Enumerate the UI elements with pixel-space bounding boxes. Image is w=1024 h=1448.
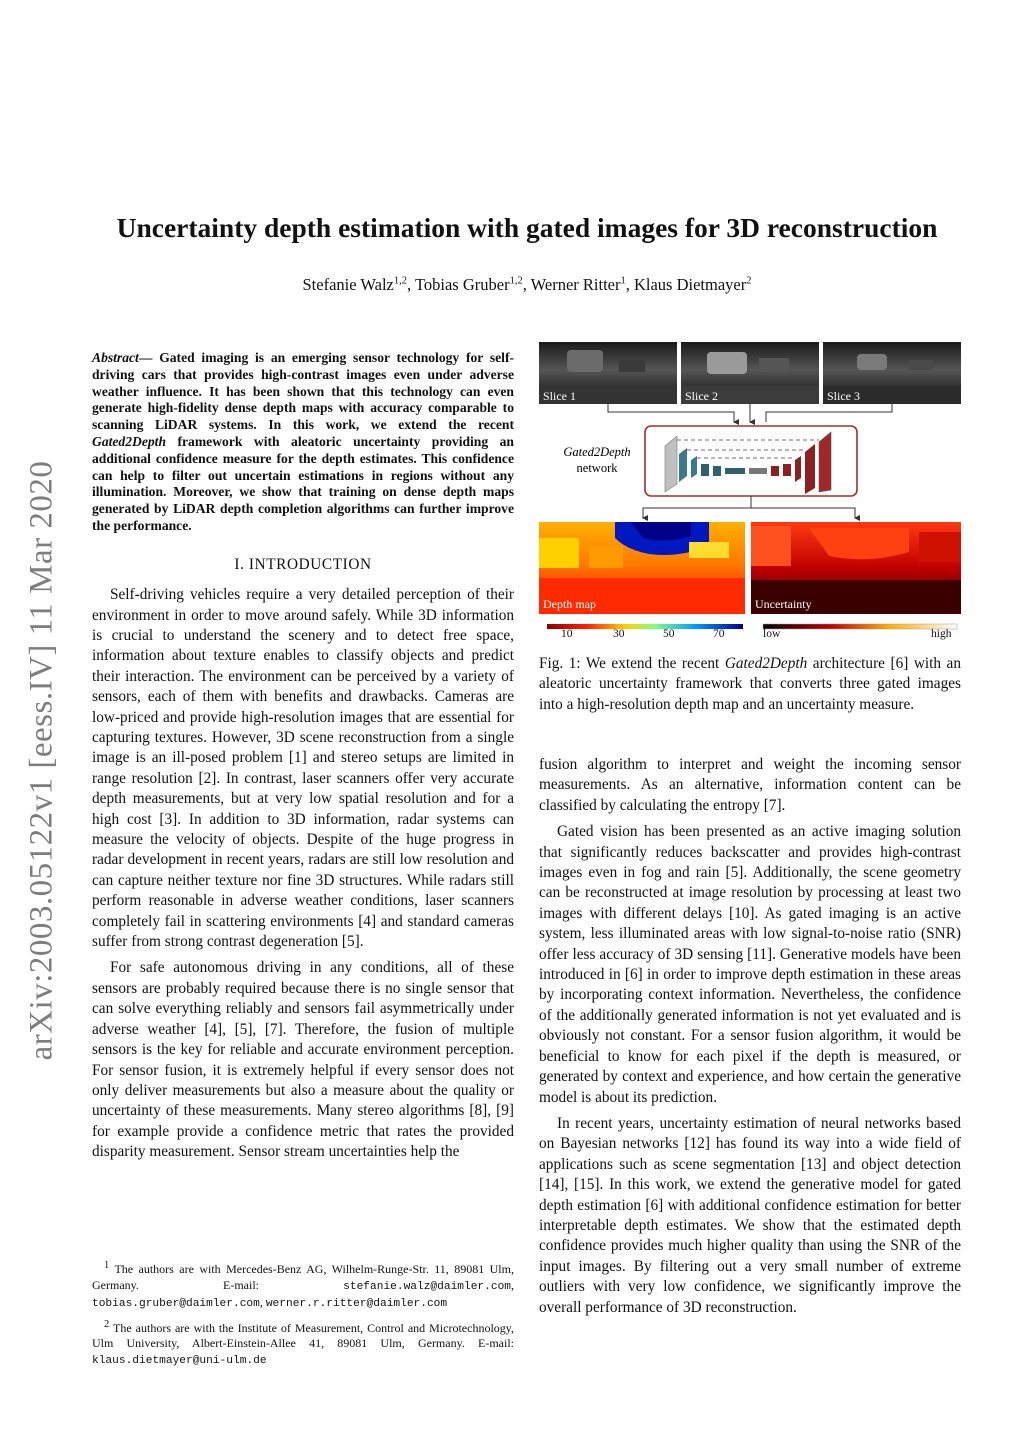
paper-title: Uncertainty depth estimation with gated images for 3D reconstruction <box>116 212 938 243</box>
slice-label-2: Slice 2 <box>685 389 718 403</box>
uncertainty-label: Uncertainty <box>755 597 812 611</box>
left-column <box>92 350 514 1169</box>
output-connectors <box>643 496 855 518</box>
figure-diagram <box>539 342 961 642</box>
abstract: Abstract— Gated imaging is an emerging sensor technology for self-driving cars that provides high-contrast images even under adverse weather influence. It has been shown that this technology can even generate high-fidelity dense depth maps with accuracy comparable to scanning LiDAR systems. In this work, we extend the recent Gated2Depth framework with aleatoric uncertainty providing an additional confidence measure for the depth estimates. This confidence can help to filter out uncertain estimations in regions without any illumination. Moreover, we show that training on dense depth maps generated by LiDAR depth completion algorithms can further improve the performance. <box>92 350 514 533</box>
slice-connectors <box>608 404 892 422</box>
email-link[interactable]: stefanie.walz@daimler.com <box>343 1280 511 1293</box>
figure-caption: Fig. 1: We extend the recent Gated2Depth architecture [6] with an aleatoric uncertainty framework that converts three gated images into a high-resolution depth map and an uncertainty measure. <box>539 655 961 713</box>
slice-label-3: Slice 3 <box>827 389 860 403</box>
depth-tick: 30 <box>613 628 625 640</box>
author: Stefanie Walz$^{1,2}$, <box>302 275 415 294</box>
depth-tick: 50 <box>663 628 675 640</box>
author-list <box>60 275 994 295</box>
arxiv-stamp <box>12 440 72 1080</box>
email-link[interactable]: tobias.gruber@daimler.com <box>92 1298 260 1310</box>
depth-map-label: Depth map <box>543 597 596 611</box>
footnote-1: $^1$ The authors are with Mercedes-Benz AG, Wilhelm-Runge-Str. 11, 89081 Ulm, Germany. E-mail: stefanie.walz@daimler.com, tobias.gruber@daimler.com, werner.r.ritter@daimler.com <box>92 1260 514 1310</box>
paragraph: fusion algorithm to interpret and weight the incoming sensor measurements. As an alternative, information content can be classified by calculating the entropy [7]. <box>539 756 961 814</box>
arxiv-stamp-text: arXiv:2003.05122v1 [eess.IV] 11 Mar 2020 <box>23 460 60 1060</box>
depth-tick: 10 <box>561 628 573 640</box>
paragraph: Gated vision has been presented as an active imaging solution that significantly reduces backscatter and provides high-contrast images even in fog and rain [5]. Additionally, the scene geometry can be reconstructed at image resolution by processing at least two images with different delays [10]. As gated imaging is an active system, less illuminated areas with low signal-to-noise ratio (SNR) offer less accuracy of 3D sensing [11]. Generative models have been introduced in [6] in order to improve depth estimation in these areas by incorporating context information. Nevertheless, the confidence of the additionally generated information is not yet evaluated and is obviously not constant. For a sensor fusion algorithm, it would be beneficial to know for each pixel if the depth is measured, or generated by context and experience, and how certain the generative model is about its prediction. <box>539 823 961 1106</box>
depth-colorbar-ticks <box>561 628 761 644</box>
uncertainty-low-label: low <box>763 628 781 640</box>
email-link[interactable]: klaus.dietmayer@uni-ulm.de <box>92 1354 267 1367</box>
network-label: network <box>576 461 618 475</box>
author: Tobias Gruber$^{1,2}$, <box>414 275 531 294</box>
uncertainty-colorbar <box>763 624 957 629</box>
paragraph: Self-driving vehicles require a very detailed perception of their environment in order to move around safely. While 3D information is crucial to understand the scenery and to detect free space, information about texture enables to classify objects and predict their interaction. The environment can be perceived by a variety of sensors, each of them with benefits and drawbacks. Cameras are low-priced and provide high-resolution images that are essential for capturing textures. However, 3D scene reconstruction from a single image is an ill-posed problem [1] and stereo setups are limited in range resolution [2]. In contrast, laser scanners offer very accurate depth measurements, but at very low spatial resolution and for a high cost [3]. In addition to 3D information, radar systems can measure the velocity of objects. Despite of the huge progress in radar development in recent years, radars are still low resolution and can capture neither texture nor fine 3D structures. While radars still perform reasonable in adverse weather conditions, laser scanners completely fail in scattering environments [4] and standard cameras suffer from strong contrast degeneration [5]. <box>92 586 514 951</box>
paragraph: For safe autonomous driving in any conditions, all of these sensors are probably required because there is no single sensor that can solve everything reliably and sensors fail asymmetrically under adverse weather [4], [5], [7]. Therefore, the fusion of multiple sensors is the key for reliable and accurate environment perception. For sensor fusion, it is extremely helpful if every sensor does not only deliver measurements but also a measure about the quality or uncertainty of these measurements. Many stereo algorithms [8], [9] for example provide a confidence metric that rates the provided disparity measurement. Sensor stream uncertainties help the <box>92 959 514 1161</box>
email-link[interactable]: werner.r.ritter@daimler.com <box>265 1298 448 1310</box>
footnote-2: $^2$ The authors are with the Institute of Measurement, Control and Microtechnology, Ulm University, Albert-Einstein-Allee 41, 89081 Ulm, Germany. E-mail: klaus.dietmayer@uni-ulm.de <box>92 1318 514 1367</box>
uncertainty-high-label: high <box>931 628 952 640</box>
slice-label-1: Slice 1 <box>543 389 576 403</box>
depth-tick: 70 <box>713 628 725 640</box>
footnotes <box>92 1258 514 1373</box>
right-column <box>539 755 961 1324</box>
author: Klaus Dietmayer$^2$ <box>633 275 752 294</box>
network-label-name: Gated2Depth <box>563 445 631 459</box>
paragraph: In recent years, uncertainty estimation of neural networks based on Bayesian networks [12] has found its way into a wide field of applications such as scene segmentation [13] and object detection [14], [15]. In this work, we extend the generative model for gated depth estimation [6] with additional confidence estimation for better interpretable depth estimates. We show that the estimated depth confidence provides much higher quality than using the SNR of the input images. By filtering out a very small number of extreme outliers with very low confidence, we significantly improve the overall performance of 3D reconstruction. <box>539 1114 961 1316</box>
author: Werner Ritter$^1$, <box>530 275 634 294</box>
section-heading: I. INTRODUCTION <box>234 555 372 573</box>
figure-1 <box>539 342 961 642</box>
